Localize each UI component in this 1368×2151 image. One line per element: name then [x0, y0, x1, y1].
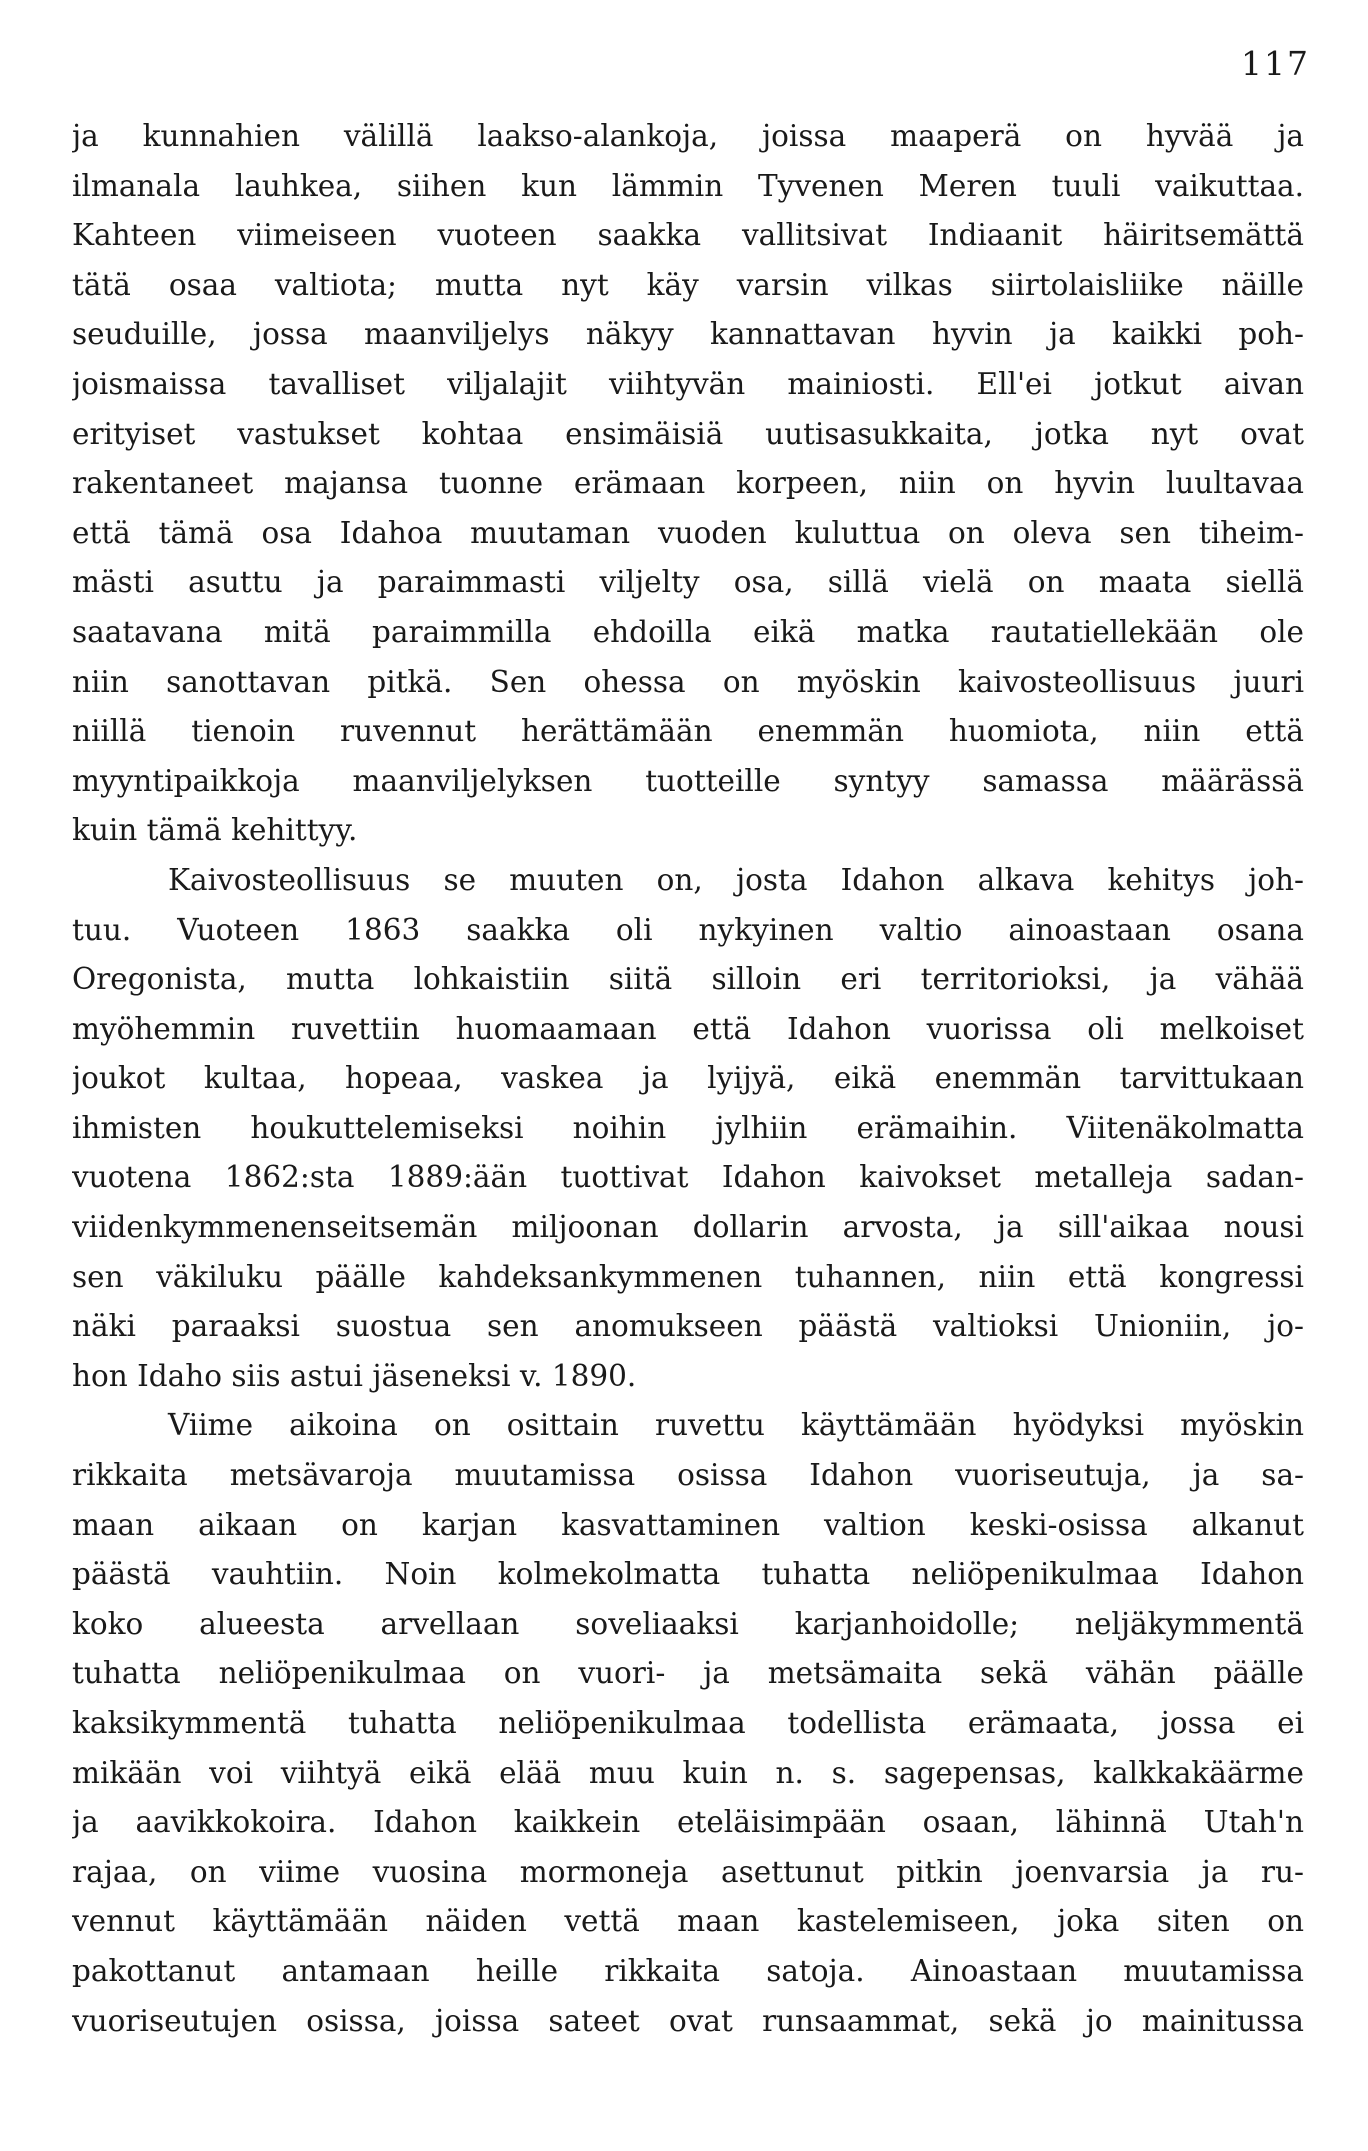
text-line: erityiset vastukset kohtaa ensimäisiä uutisasukkaita, jotka nyt ovat: [72, 416, 1304, 451]
text-line: saatavana mitä paraimmilla ehdoilla eikä matka rautatiellekään ole: [72, 614, 1304, 649]
text-line: rakentaneet majansa tuonne erämaan korpeen, niin on hyvin luultavaa: [72, 466, 1304, 501]
text-line: vuoriseutujen osissa, joissa sateet ovat runsaammat, sekä jo mainitussa: [72, 2003, 1304, 2038]
paragraph-1: [72, 112, 1304, 856]
text-line: myöhemmin ruvettiin huomaamaan että Idahon vuorissa oli melkoiset: [72, 1011, 1304, 1046]
text-line: päästä vauhtiin. Noin kolmekolmatta tuhatta neliöpenikulmaa Idahon: [72, 1557, 1304, 1592]
text-line: ja kunnahien välillä laakso-alankoja, joissa maaperä on hyvää ja: [72, 119, 1304, 153]
text-line: Kahteen viimeiseen vuoteen saakka vallitsivat Indiaanit häiritsemättä: [72, 218, 1304, 253]
text-line: tuhatta neliöpenikulmaa on vuori- ja metsämaita sekä vähän päälle: [72, 1656, 1304, 1691]
text-line: rikkaita metsävaroja muutamissa osissa Idahon vuoriseutuja, ja sa-: [72, 1458, 1304, 1493]
text-line: ilmanala lauhkea, siihen kun lämmin Tyvenen Meren tuuli vaikuttaa.: [72, 168, 1304, 203]
text-line: niin sanottavan pitkä. Sen ohessa on myöskin kaivosteollisuus juuri: [72, 664, 1304, 699]
text-line: vennut käyttämään näiden vettä maan kastelemiseen, joka siten on: [72, 1904, 1304, 1939]
text-line: tuu. Vuoteen 1863 saakka oli nykyinen valtio ainoastaan osana: [72, 912, 1304, 947]
text-line: niillä tienoin ruvennut herättämään enemmän huomiota, niin että: [72, 714, 1304, 749]
text-line: hon Idaho siis astui jäseneksi v. 1890.: [72, 1358, 637, 1393]
text-line: seuduille, jossa maanviljelys näkyy kannattavan hyvin ja kaikki poh-: [72, 317, 1304, 352]
text-line: näki paraaksi suostua sen anomukseen päästä valtioksi Unioniin, jo-: [72, 1309, 1304, 1344]
text-line: että tämä osa Idahoa muutaman vuoden kuluttua on oleva sen tiheim-: [72, 515, 1304, 550]
text-line: pakottanut antamaan heille rikkaita satoja. Ainoastaan muutamissa: [72, 1953, 1304, 1988]
paragraph-2: [72, 856, 1304, 1402]
text-line: joismaissa tavalliset viljalajit viihtyvän mainiosti. Ell'ei jotkut aivan: [72, 366, 1304, 401]
text-line: ja aavikkokoira. Idahon kaikkein eteläisimpään osaan, lähinnä Utah'n: [72, 1805, 1304, 1840]
text-line: koko alueesta arvellaan soveliaaksi karjanhoidolle; neljäkymmentä: [72, 1606, 1304, 1641]
text-line: mikään voi viihtyä eikä elää muu kuin n. s. sagepensas, kalkkakäärme: [72, 1755, 1304, 1790]
paragraph-3: [72, 1401, 1304, 2046]
text-line: ihmisten houkuttelemiseksi noihin jylhiin erämaihin. Viitenäkolmatta: [72, 1110, 1304, 1145]
text-line: joukot kultaa, hopeaa, vaskea ja lyijyä, eikä enemmän tarvittukaan: [72, 1061, 1304, 1096]
text-line: mästi asuttu ja paraimmasti viljelty osa, sillä vielä on maata siellä: [72, 565, 1304, 600]
text-line: vuotena 1862:sta 1889:ään tuottivat Idahon kaivokset metalleja sadan-: [72, 1160, 1304, 1195]
body-text: [72, 112, 1304, 2046]
text-line: viidenkymmenenseitsemän miljoonan dollarin arvosta, ja sill'aikaa nousi: [72, 1210, 1304, 1245]
text-line: tätä osaa valtiota; mutta nyt käy varsin vilkas siirtolaisliike näille: [72, 267, 1304, 302]
text-line: rajaa, on viime vuosina mormoneja asettunut pitkin joenvarsia ja ru-: [72, 1854, 1304, 1889]
page-number: 117: [1241, 44, 1310, 83]
text-line: sen väkiluku päälle kahdeksankymmenen tuhannen, niin että kongressi: [72, 1259, 1304, 1294]
text-line: myyntipaikkoja maanviljelyksen tuotteille syntyy samassa määrässä: [72, 763, 1304, 798]
text-line: Oregonista, mutta lohkaistiin siitä silloin eri territorioksi, ja vähää: [72, 962, 1304, 997]
text-line: kaksikymmentä tuhatta neliöpenikulmaa todellista erämaata, jossa ei: [72, 1706, 1304, 1740]
text-line: kuin tämä kehittyy.: [72, 813, 358, 848]
text-line: Kaivosteollisuus se muuten on, josta Idahon alkava kehitys joh-: [168, 862, 1304, 897]
text-line: Viime aikoina on osittain ruvettu käyttämään hyödyksi myöskin: [168, 1408, 1304, 1443]
text-line: maan aikaan on karjan kasvattaminen valtion keski-osissa alkanut: [72, 1507, 1304, 1542]
